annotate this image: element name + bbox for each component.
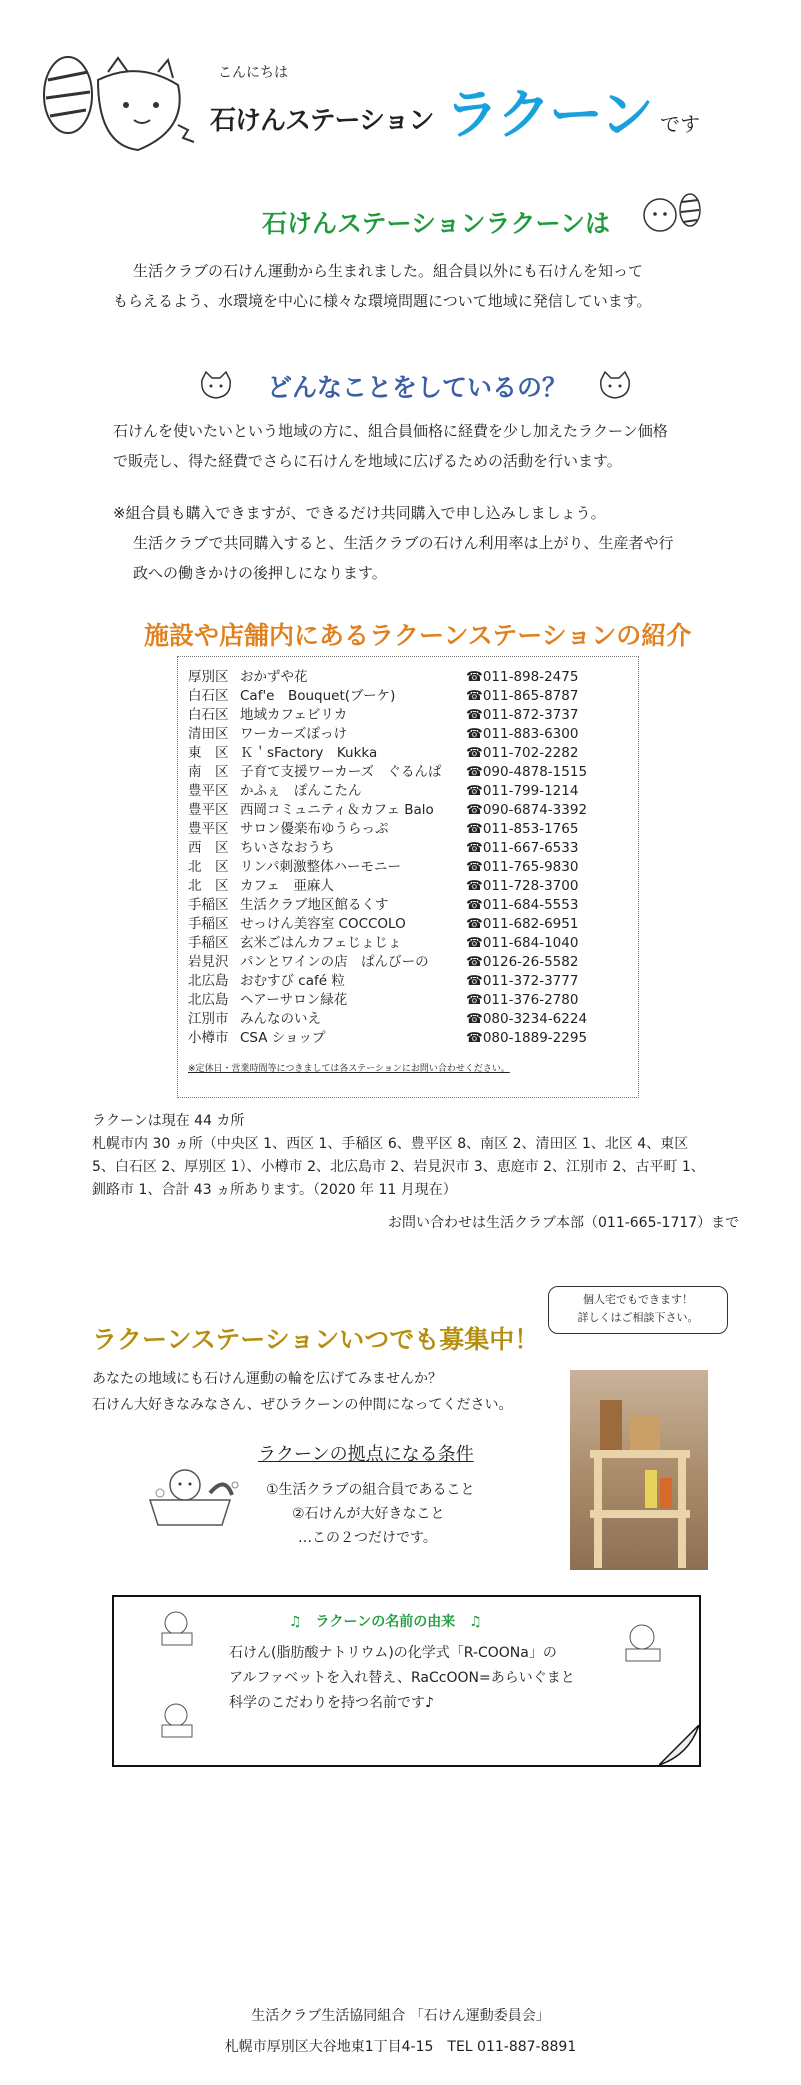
raccoon-soap-left-icon	[154, 1605, 204, 1650]
station-row: 白石区 Caf'e Bouquet(ブーケ) ☎011-865-8787	[188, 688, 579, 704]
station-row: 豊平区 西岡コミュニティ＆カフェ Balo ☎090-6874-3392	[188, 802, 588, 818]
condition-3: …この２つだけです。	[298, 1530, 437, 1546]
station-row: 南 区 子育て支援ワーカーズ ぐるんぱ ☎090-4878-1515	[188, 764, 588, 780]
cat-face-right-icon	[597, 370, 633, 400]
intro-title: 石けんステーションラクーンは	[262, 209, 611, 238]
station-row: 手稲区 せっけん美容室 COCCOLO ☎011-682-6951	[188, 916, 579, 932]
intro-line-1: 生活クラブの石けん運動から生まれました。組合員以外にも石けんを知って	[133, 262, 644, 280]
title-brand: ラクーン	[445, 83, 652, 146]
station-row: 手稲区 生活クラブ地区館るくす ☎011-684-5553	[188, 897, 579, 913]
station-row: 岩見沢 パンとワインの店 ぱんびーの ☎0126-26-5582	[188, 954, 579, 970]
name-origin-card	[112, 1595, 701, 1767]
footer-org: 生活クラブ生活協同組合 「石けん運動委員会」	[251, 2008, 550, 2024]
raccoon-soap-left-lower-icon	[154, 1697, 204, 1742]
station-count: ラクーンは現在 44 カ所 札幌市内 30 ヵ所（中央区 1、西区 1、手稲区 6、豊平区 8、南区 2、清田区 1、北区 4、東区 5、白石区 2、厚別区 1）、小樽市 2、北広島市 2、岩見沢市 3、恵庭市 2、江別市 2、古平町 1、 釧路市 1、合計 43 ヵ所あります。（2020 年 11 月現在）	[92, 1113, 705, 1198]
station-row: 北 区 リンパ刺激整体ハーモニー ☎011-765-9830	[188, 859, 579, 875]
condition-2: ②石けんが大好きなこと	[292, 1506, 445, 1522]
activity-line-2: で販売し、得た経費でさらに石けんを地域に広げるための活動を行います。	[113, 452, 622, 470]
station-row: 北 区 カフェ 亜麻人 ☎011-728-3700	[188, 878, 579, 894]
cat-face-left-icon	[198, 370, 234, 400]
station-row: 厚別区 おかずや花 ☎011-898-2475	[188, 669, 579, 685]
condition-1: ①生活クラブの組合員であること	[266, 1482, 475, 1498]
hours-note: ※定休日・営業時間等につきましては各ステーションにお問い合わせください。	[188, 1064, 510, 1074]
station-row: 手稲区 玄米ごはんカフェじょじょ ☎011-684-1040	[188, 935, 579, 951]
speech-bubble: 個人宅でもできます！ 詳しくはご相談下さい。	[548, 1286, 728, 1334]
activity-title: どんなことをしているの？	[267, 373, 568, 402]
activity-note-3: 政への働きかけの後押しになります。	[133, 564, 387, 582]
origin-title: ♫ ラクーンの名前の由来 ♫	[289, 1614, 482, 1630]
intro-line-2: もらえるよう、水環境を中心に様々な環境問題について地域に発信しています。	[113, 292, 652, 310]
footer-address: 札幌市厚別区大谷地東1丁目4-15 TEL 011-887-8891	[224, 2039, 577, 2055]
activity-note-2: 生活クラブで共同購入すると、生活クラブの石けん利用率は上がり、生産者や行	[133, 534, 674, 552]
stations-title: 施設や店舗内にあるラクーンステーションの紹介	[144, 621, 692, 650]
station-row: 豊平区 かふぇ ぽんこたん ☎011-799-1214	[188, 783, 579, 799]
raccoon-small-icon	[640, 190, 710, 240]
activity-note-1: ※組合員も購入できますが、できるだけ共同購入で申し込みしましょう。	[113, 504, 606, 522]
station-shelf-photo	[570, 1370, 708, 1570]
recruit-line-1: あなたの地域にも石けん運動の輪を広げてみませんか？	[92, 1371, 442, 1387]
origin-text: 石けん(脂肪酸ナトリウム)の化学式「R-COONa」の アルファベットを入れ替え、RaCcOON=あらいぐまと 科学のこだわりを持つ名前です♪	[229, 1645, 575, 1711]
contact-line: お問い合わせは生活クラブ本部（011-665-1717）まで	[388, 1215, 740, 1231]
station-row: 清田区 ワーカーズぽっけ ☎011-883-6300	[188, 726, 579, 742]
raccoon-soap-right-icon	[614, 1617, 674, 1667]
station-row: 東 区 Ｋ＇sFactory Kukka ☎011-702-2282	[188, 745, 579, 761]
title-main: 石けんステーション	[210, 106, 434, 136]
page-curl-icon	[659, 1725, 699, 1765]
raccoon-bath-icon	[140, 1455, 250, 1530]
station-list-box	[177, 656, 639, 1098]
station-row: 小樽市 CSA ショップ ☎080-1889-2295	[188, 1030, 588, 1046]
greeting: こんにちは	[218, 65, 288, 81]
station-row: 北広島 おむすび café 粒 ☎011-372-3777	[188, 973, 579, 989]
station-row: 白石区 地域カフェビリカ ☎011-872-3737	[188, 707, 579, 723]
station-row: 西 区 ちいさなおうち ☎011-667-6533	[188, 840, 579, 856]
station-row: 北広島 ヘアーサロン緑花 ☎011-376-2780	[188, 992, 579, 1008]
conditions-title: ラクーンの拠点になる条件	[258, 1444, 474, 1465]
recruit-title: ラクーンステーションいつでも募集中！	[92, 1325, 540, 1354]
raccoon-illustration-icon	[38, 50, 198, 160]
title-suffix: です	[660, 112, 700, 136]
station-row: 江別市 みんなのいえ ☎080-3234-6224	[188, 1011, 588, 1027]
activity-line-1: 石けんを使いたいという地域の方に、組合員価格に経費を少し加えたラクーン価格	[113, 422, 668, 440]
station-row: 豊平区 サロン優楽布ゆうらっぷ ☎011-853-1765	[188, 821, 579, 837]
recruit-line-2: 石けん大好きなみなさん、ぜひラクーンの仲間になってください。	[92, 1397, 513, 1413]
